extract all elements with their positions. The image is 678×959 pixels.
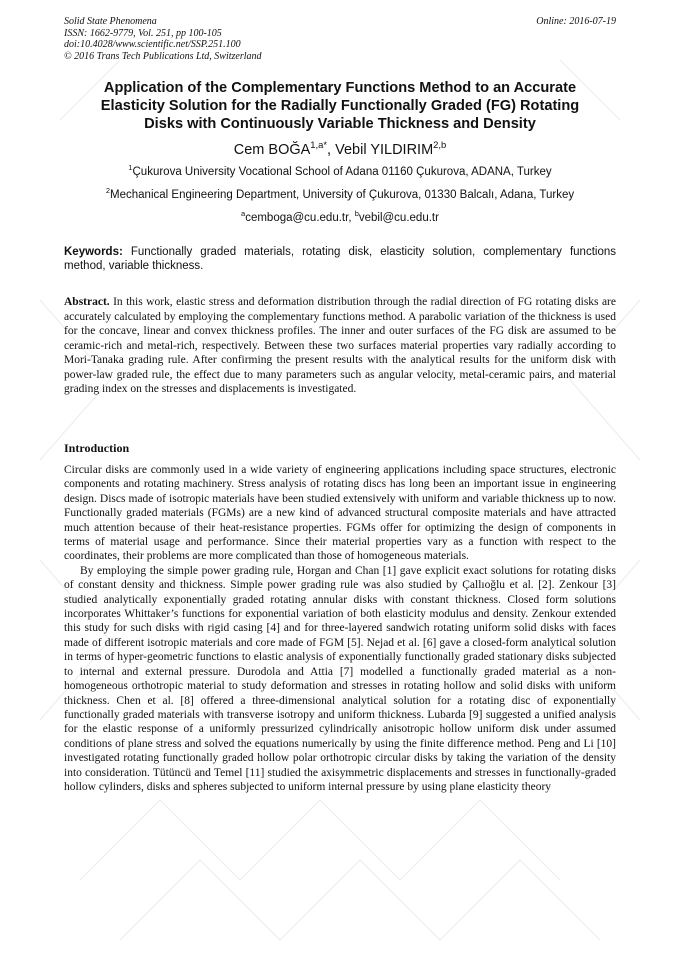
introduction-body	[64, 463, 616, 794]
keywords-label: Keywords:	[64, 246, 123, 258]
copyright-line: © 2016 Trans Tech Publications Ltd, Switzerland	[64, 50, 262, 62]
online-date: Online: 2016-07-19	[536, 16, 616, 27]
intro-paragraph-2: By employing the simple power grading rule, Horgan and Chan [1] gave explicit exact solutions for rotating disks of constant density and thickness. Simple power grading rule was also studied by Çallıoğlu et al. [2]. Zenkour [3] studied analytically exponentially graded rotating annular disks with constant thickness. Closed form solutions incorporates Whittaker’s functions for exponential variation of both elasticity modulus and density. Zenkour extended this study for such disks with rigid casing [4] and for three-layered sandwich rotating uniform solid disks with faces made of different isotropic materials and core made of FGM [5]. Nejad et al. [6] gave a closed-form analytical solution in terms of hyper-geometric functions to elastic analysis of exponentially functionally graded stationary disks subjected to internal and external pressure. Durodola and Attia [7] modelled a functionally graded material as a non-homogeneous orthotropic material to study deformation and stresses in rotating hollow and solid disks with uniform thickness. Chen et al. [8] offered a three-dimensional analytical solution for a rotating disc of exponentially functionally graded materials with transverse isotropy and uniform thickness. Lubarda [9] suggested a unified analysis for the elastic response of a uniformly pressurized cylindrically anisotropic hollow uniform disk under assumed conditions of plane stress and solved the equations numerically by using the finite difference method. Peng and Li [10] investigated rotating functionally graded hollow polar orthotropic circular disks by taking the variation of the density into consideration. Tütüncü and Temel [11] studied the axisymmetric displacements and stresses in functionally-graded hollow cylinders, disks and spheres subjected to uniform internal pressure by using plane elasticity theory	[64, 564, 616, 793]
introduction-heading: Introduction	[64, 441, 130, 455]
abstract-text: In this work, elastic stress and deformation distribution through the radial direction of FG rotating disks are accurately calculated by employing the complementary functions method. A parabolic variation of the thickness is used for the concave, linear and convex thickness profiles. The inner and outer surfaces of the FG disk are assumed to be ceramic-rich and metal-rich, respectively. Between these two surfaces material properties vary radially according to Mori-Tanaka grading rule. After confirming the present results with the analytical results for the uniform disk with power-law graded rule, the effect due to many parameters such as angular velocity, metal-ceramic pairs, and material grading index on the stresses and displacements is investigated.	[64, 296, 616, 395]
title-line-2: Elasticity Solution for the Radially Functionally Graded (FG) Rotating	[100, 98, 580, 114]
issn-line: ISSN: 1662-9779, Vol. 251, pp 100-105	[64, 27, 222, 39]
affiliation-2-text: Mechanical Engineering Department, University of Çukurova, 01330 Balcalı, Adana, Turkey	[110, 189, 575, 201]
author-emails	[64, 211, 616, 225]
title-line-1: Application of the Complementary Functions Method to an Accurate	[103, 80, 577, 96]
email-b-marker: b	[354, 209, 359, 219]
author-2-marker: 2,b	[433, 139, 447, 151]
keywords	[64, 246, 616, 273]
email-a-marker: a	[241, 209, 246, 219]
title-line-3: Disks with Continuously Variable Thickness and Density	[144, 116, 536, 132]
author-separator: ,	[327, 142, 336, 158]
abstract-label: Abstract.	[64, 296, 110, 308]
journal-header	[64, 16, 616, 62]
email-a: cemboga@cu.edu.tr	[245, 212, 349, 224]
author-list	[64, 141, 616, 159]
journal-name: Solid State Phenomena	[64, 16, 157, 27]
affiliation-2	[64, 188, 616, 202]
affiliation-1-marker: 1	[128, 163, 133, 173]
abstract	[64, 295, 616, 397]
affiliation-2-marker: 2	[105, 186, 111, 196]
author-2-name: Vebil YILDIRIM	[335, 142, 434, 158]
author-1-name: Cem BOĞA	[233, 142, 311, 158]
doi-line: doi:10.4028/www.scientific.net/SSP.251.100	[64, 39, 241, 50]
paper-title	[64, 79, 616, 133]
email-separator: ,	[348, 212, 355, 224]
author-1-marker: 1,a*	[310, 139, 328, 151]
intro-paragraph-1: Circular disks are commonly used in a wide variety of engineering applications including space structures, electronic components and rotating machinery. Stress analysis of rotating discs has long been an important issue in engineering design. Discs made of isotropic materials have been studied extensively with uniform and variable thickness up to now. Functionally graded materials (FGMs) are a new kind of advanced structural composite materials and have attracted much attention because of their heat-resistance properties. FGMs offer for optimizing the design of components in terms of material usage and performance. Since their material properties vary as a function with respect to the coordinates, their problems are more complicated than those of homogeneous materials.	[64, 464, 616, 563]
affiliation-1	[64, 165, 616, 179]
keywords-text: Functionally graded materials, rotating disk, elasticity solution, complementary functions method, variable thickness.	[64, 246, 616, 272]
email-b: vebil@cu.edu.tr	[358, 212, 439, 224]
affiliation-1-text: Çukurova University Vocational School of Adana 01160 Çukurova, ADANA, Turkey	[132, 166, 552, 178]
